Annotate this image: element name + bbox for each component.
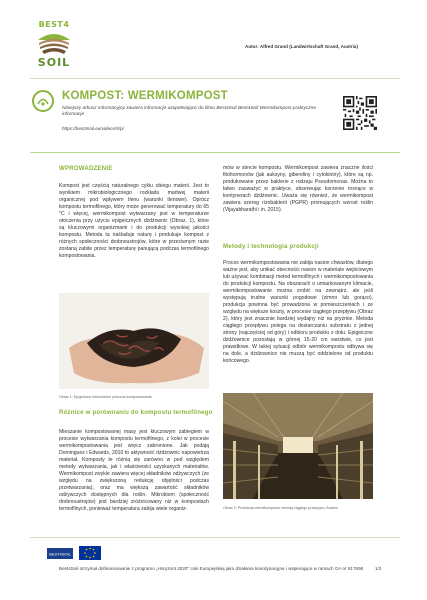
compost-circle-icon	[32, 90, 54, 112]
logo-text-soil: SOIL	[37, 56, 71, 69]
video-link[interactable]: https://best4soil.eu/videos/5/pl	[62, 126, 124, 131]
header-divider	[30, 78, 400, 79]
qr-code-icon[interactable]	[343, 96, 377, 130]
eu-funding-logos	[47, 545, 137, 561]
differences-paragraph: Mieszanie kompostowanej masy jest kluczowym zabiegiem w procesie wytwarzania kompostu termofilnego, z kolei w procesie wermikompostowania jest wręcz zabronione. Jak podają Dominguez i Edwards, 2010 to aktywność dżdżownic napowietrza materiał. Komposty te różnią się zarówno w pod względem metody wytwarzania, jak i właściwości uzyskanych materiałów. Wermikompost zwykle zawiera więcej składników odżywczych (ze względu na zwiększoną redukcję objętości podczas przetwarzania), oraz ma większą zawartość składników odżywczych dostępnych dla roślin. Mikrobiom (społeczność drobnoustrojów) jest bardziej zróżnicowany niż w kompostach termofilnych, ponieważ temperatura zabija wiele organiz-	[59, 429, 209, 512]
vermicompost-facility-photo	[223, 393, 373, 499]
funding-notice: Best4Soil otrzymał dofinansowanie z programu „Horyzont 2020" Unii Europejskiej jako działania koordynacyjne i wspierające w ramach GA nr 817696	[59, 566, 364, 571]
document-subtitle: Niniejszy arkusz informacyjny zawiera informacje uzupełniające do filmu Best4Soil Best4Soil Wermikompost praktyczne informacje	[62, 106, 316, 118]
differences-heading: Różnice w porównaniu do kompostu termofilnego	[59, 409, 213, 416]
worms-in-hands-photo	[59, 293, 209, 389]
column2-paragraph: mów w stercie kompostu. Wermikompost zawiera znaczne ilości fitohormonów (jak auksyny, gibereliny i cytokininy), które są np. produkowane przez bakterie z rodzaju Pseudomonas. Można to łatwo zauważyć w praktyce, obserwując korzenie rosnące w kontynerach dżdżownic. Uważa się również, że wermikompost zawiera szereg rizobakterii (PGPR) promujących wzrost roślin (Vijayabharathi i in. 2015).	[223, 165, 373, 213]
methods-heading: Metody i technologia produkcji	[223, 243, 319, 250]
intro-heading: WPROWADZENIE	[59, 165, 113, 172]
footer-divider	[30, 537, 400, 538]
author-line: Autor: Alfred Grand (Landwirtschaft Grand, Austria)	[245, 44, 358, 49]
title-divider	[30, 152, 400, 153]
soil-layers-icon	[36, 30, 72, 56]
methods-paragraph: Proces wermikompostowania nie zabija nasion chwastów, dlatego ważne jest, aby unikać obecności nasion w materiale wejściowym lub używać kombinacji metod termofilnych i wermikompostowania do produkcji kompostu. Na obszarach o umiarkowanym klimacie, wermikompostowanie można zrobić na zewnątrz, ale jeśli występują trudne warunki pogodowe (zimno lub gorąco), produkcja powinna być prowadzona w pomieszczeniach i ze względu na większe koszty, w procesie ciągłego przepływu (Obraz 2), który jest znacznie bardziej wydajny niż na pryzmie. Metoda ciągłego przepływu polega na dostarczaniu substratu z jednej strony (najczęściej od góry) i odbioru produktu z dołu. Epigeiczne dżdżownice pozostają w górnej 15-20 cm warstwie, co jest prawidłowe. W takiej sytuacji odbiór wermikompostu odbywa się na dole, a dżdżownice nie muszą być oddzielone od produktu końcowego.	[223, 260, 373, 364]
svg-text:BEST4SOIL: BEST4SOIL	[49, 551, 71, 557]
figure1-caption: Obraz 1: Epigeiczne dżdżownice podczas kompostowania	[59, 395, 152, 399]
intro-paragraph: Kompost jest częścią naturalnego cyklu obiegu materii. Jest to wynikiem mikrobiologicznego rozkładu martwej materii organicznej pod wpływem tlenu (warunki tlenowe). Oprócz kompostu termofilnego, który może generować temperatury do 65 °C i więcej, wermikompost wytwarzany jest w temperaturze otoczenia przy użyciu epigeicznych dżdżownic (Obraz. 1), które są kluczowymi organizmami i do produkcji wysokiej jakości kompostu. Metoda ta naśladuje naturę i produkuje kompost z różnych społeczności drobnoustrojów, które w przeciwnym razie zostaną zabite przez temperaturę panującą podczas termofilnego kompostowania.	[59, 183, 209, 259]
document-title: KOMPOST: WERMIKOMPOST	[62, 90, 228, 102]
page-number: 1/2	[375, 566, 382, 571]
figure2-caption: Obraz 2: Produkcja wermikompostu metodą ciągłego przepływu, Austria	[223, 506, 338, 510]
best4soil-logo	[30, 20, 78, 70]
logo-text-best4: BEST4	[38, 20, 70, 29]
